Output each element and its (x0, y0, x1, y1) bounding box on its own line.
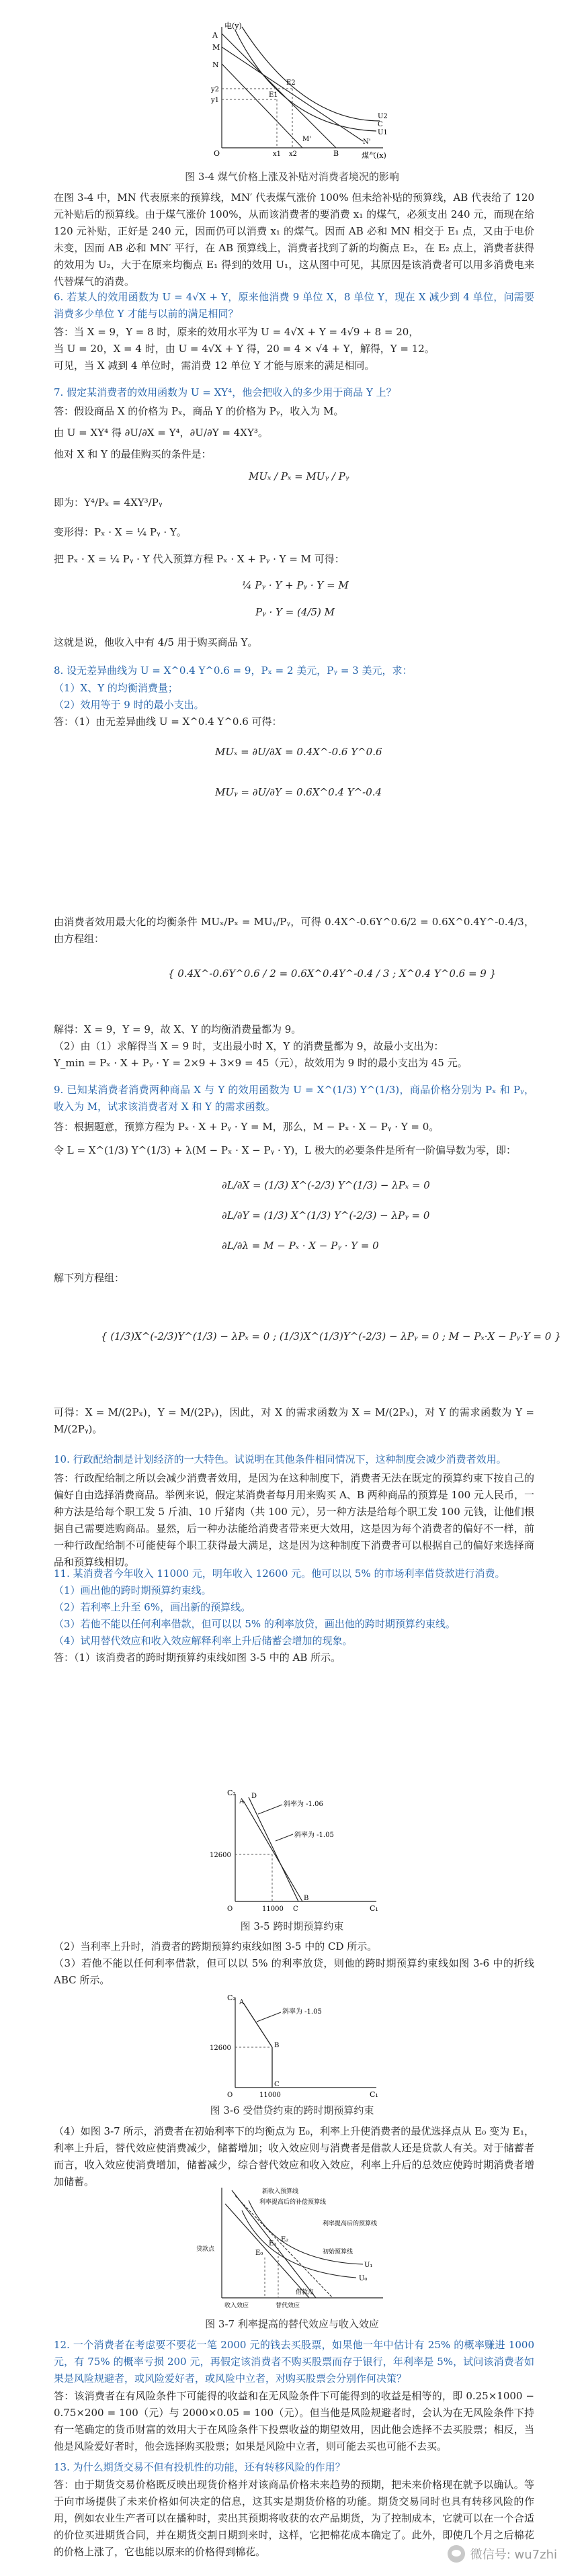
fig35-point-a: A (239, 1798, 245, 1805)
fig34-label-e2: E2 (286, 79, 296, 87)
answer-9-dl-dy: ∂L/∂Y = (1/3) X^(1/3) Y^(-2/3) − λPᵧ = 0 (222, 1209, 430, 1221)
fig34-label-m: M (212, 43, 220, 52)
watermark-text: 微信号: wu7zhi (470, 2548, 557, 2562)
answer-8-line-6: 解得：X = 9，Y = 9，故 X、Y 的均衡消费量都为 9。 (54, 1023, 302, 1035)
fig34-label-u1: U1 (378, 129, 388, 136)
answer-7-equation-2: ¼ Pᵧ · Y + Pᵧ · Y = M (242, 579, 349, 591)
fig35-slope-label-2: 斜率为 -1.05 (294, 1832, 334, 1839)
question-13: 13. 为什么期货交易不但有投机性的功能，还有转移风险的作用？ (54, 2461, 345, 2473)
answer-8-line-4: 由消费者效用最大化的均衡条件 MUₓ/Pₓ = MUᵧ/Pᵧ，可得 0.4X^-0.6Y^0.6/2 = 0.6X^0.4Y^-0.4/3，由方程组： (54, 916, 534, 945)
fig37-label-e1: E₁ (269, 2240, 277, 2247)
fig37-label-u1: U₁ (364, 2262, 373, 2269)
fig34-label-m-prime: M' (302, 136, 311, 143)
question-11: 11. 某消费者今年收入 11000 元，明年收入 12600 元。他可以以 5% 的市场利率借贷款进行消费。 (54, 1568, 505, 1580)
fig34-label-y2: y2 (211, 86, 220, 93)
question-12: 12. 一个消费者在考虑要不要花一笔 2000 元的钱去买股票，如果他一年中估计有 25% 的概率赚进 1000 元，有 75% 的概率亏损 200 元，再假定该消费者不购买股票而存于银行，年利率是 5%，试问该消费者如果是风险规避者，或风险爱好者，或风险中立者，对购买股票会分别作何决策？ (54, 2339, 534, 2385)
answer-6-line-2: 当 U = 20，X = 4 时，由 U = 4√X + Y 得，20 = 4 × √4 + Y，解得，Y = 12。 (54, 343, 435, 355)
answer-8-mux: MUₓ = ∂U/∂X = 0.4X^-0.6 Y^0.6 (215, 746, 382, 758)
answer-7-line-5: 即为：Y⁴/Pₓ = 4XY³/Pᵧ (54, 497, 163, 509)
paragraph-fig34-explanation: 在图 3-4 中，MN 代表原来的预算线，MN′ 代表煤气涨价 100% 但未给补贴的预算线，AB 代表给了 120 元补贴后的预算线。由于煤气涨价 100%，从而该消费者的要消费 x₁ 的煤气，必须支出 240 元，而现在给 120 元补贴，正好是 240 元，因而仍可以消费 x₁ 的煤气。因而 AB 必和 MN 相交于 E₁ 点，又由于电价未变，因而 AB 必和 MN′ 平行，在 AB 预算线上，消费者找到了新的均衡点 E₂，在 E₂ 点上，消费者获得的效用为 U₂，大于在原来均衡点 E₁ 得到的效用 U₁，这从图中可见，其原因是该消费者可以用多消费电来代替煤气的消费。 (54, 191, 534, 288)
question-11-item-3: （3）若他不能以任何利率借款，但可以以 5% 的利率放贷，画出他的跨时期预算约束线。 (54, 1618, 456, 1630)
fig35-point-c: C (293, 1905, 298, 1913)
fig36-point-c: C (274, 2081, 280, 2088)
answer-9-line-1: 答：根据题意，预算方程为 Pₓ · X + Pᵧ · Y = M，那么，M − Pₓ · X − Pᵧ · Y = 0。 (54, 1121, 440, 1133)
fig37-label-new-budget: 新收入预算线 (262, 2188, 299, 2195)
fig35-slope-label-1: 斜率为 -1.06 (284, 1801, 323, 1808)
fig34-label-a: A (212, 31, 218, 40)
figure-3-7-caption: 图 3-7 利率提高的替代效应与收入效应 (205, 2318, 379, 2330)
answer-7-equation-1: MUₓ / Pₓ = MUᵧ / Pᵧ (249, 470, 349, 482)
question-8-item-1: （1）X、Y 的均衡消费量； (54, 682, 178, 694)
fig34-label-n-prime: N' (363, 138, 371, 146)
fig37-label-income-effect: 收入效应 (224, 2303, 249, 2309)
fig36-point-o: O (227, 2092, 233, 2099)
answer-10: 答：行政配给制之所以会减少消费者效用，是因为在这种制度下，消费者无法在既定的预算约束下按自己的偏好自由选择消费商品。举例来说，假定某消费者每月用来购买 A、B 两种商品的预算是 100 元人民币，一种方法是给每个职工发 5 斤油、10 斤猪肉（共 100 元），另一种方法是给每个职工发 100 元钱，让他们根据自己需要选购商品。显然，后一种办法能给消费者带来更大效用，这是因为每个消费者的偏好不一样，前一种行政配给制不可能使每个职工获得最大满足，这是因为这种制度下消费者可以根据自己的偏好来选择商品和预算线相切。 (54, 1472, 534, 1568)
answer-8-muy: MUᵧ = ∂U/∂Y = 0.6X^0.4 Y^-0.4 (215, 786, 382, 798)
fig34-label-x2: x2 (289, 151, 298, 158)
fig35-x-axis: C₁ (370, 1904, 378, 1913)
fig36-slope-label: 斜率为 -1.05 (282, 2008, 322, 2016)
fig35-point-d: D (251, 1793, 257, 1800)
fig34-label-o: O (214, 149, 220, 158)
fig36-point-b: B (274, 2042, 280, 2049)
wechat-watermark (448, 2545, 557, 2563)
answer-7-equation-3: Pᵧ · Y = (4/5) M (255, 606, 335, 618)
question-9: 9. 已知某消费者消费两种商品 X 与 Y 的效用函数为 U = X^(1/3) Y^(1/3)，商品价格分别为 Pₓ 和 Pᵧ，收入为 M，试求该消费者对 X 和 Y 的需求函数。 (54, 1084, 534, 1113)
fig37-label-compensated: 利率提高后的补偿预算线 (259, 2199, 327, 2206)
answer-8-line-7: （2）由（1）求解得当 X = 9 时，支出最小时 X，Y 的消费量都为 9，故最小支出为： (54, 1040, 444, 1052)
answer-11-part-1: 答：（1）该消费者的跨时期预算约束线如图 3-5 中的 AB 所示。 (54, 1651, 341, 1664)
answer-8-line-8: Y_min = Pₓ · X + Pᵧ · Y = 2×9 + 3×9 = 45（元），故效用为 9 时的最小支出为 45 元。 (54, 1057, 468, 1069)
question-7: 7. 假定某消费者的效用函数为 U = XY⁴，他会把收入的多少用于商品 Y 上？ (54, 386, 397, 398)
fig34-y-axis: 电(y) (224, 22, 242, 30)
fig35-tick-x: 11000 (262, 1905, 284, 1913)
fig37-label-e2: E₂ (281, 2236, 289, 2243)
answer-7-conclusion: 这就是说，他收入中有 4/5 用于购买商品 Y。 (54, 636, 258, 648)
answer-7-line-2: 由 U = XY⁴ 得 ∂U/∂X = Y⁴，∂U/∂Y = 4XY³。 (54, 427, 268, 439)
answer-9-dl-dx: ∂L/∂X = (1/3) X^(-2/3) Y^(1/3) − λPₓ = 0 (222, 1179, 430, 1191)
fig34-label-x1: x1 (273, 151, 282, 158)
answer-9-line-2: 令 L = X^(1/3) Y^(1/3) + λ(M − Pₓ · X − Pᵧ · Y)，L 极大的必要条件是所有一阶偏导数为零，即： (54, 1144, 517, 1156)
figure-3-6-caption: 图 3-6 受借贷约束的跨时期预算约束 (210, 2104, 374, 2116)
wechat-icon (448, 2545, 465, 2563)
answer-11-part-2: （2）当利率上升时，消费者的跨期预算约束线如图 3-5 中的 CD 所示。 (54, 1940, 378, 1952)
fig36-tick-x: 11000 (259, 2092, 281, 2099)
fig37-label-u0: U₀ (359, 2275, 368, 2282)
question-11-item-4: （4）试用替代效应和收入效应解释利率上升后储蓄会增加的现象。 (54, 1635, 353, 1647)
figure-3-7 (195, 2184, 390, 2311)
fig37-label-lend: 贷款点 (196, 2246, 215, 2253)
answer-11-part-4: （4）如图 3-7 所示，消费者在初始利率下的均衡点为 E₀，利率上升使消费者的最优选择点从 E₀ 变为 E₁，利率上升后，替代效应使消费减少，储蓄增加；收入效应则与消费者是借款人还是贷款人有关。对于储蓄者而言，收入效应使消费增加，储蓄减少，综合替代效应和收入效应，利率上升后的总效应使跨时期消费者增加储蓄。 (54, 2125, 534, 2188)
fig36-tick-y: 12600 (210, 2045, 231, 2052)
question-6: 6. 若某人的效用函数为 U = 4√X + Y，原来他消费 9 单位 X，8 单位 Y，现在 X 减少到 4 单位，问需要消费多少单位 Y 才能与以前的满足相同？ (54, 291, 534, 320)
answer-6-line-1: 答：当 X = 9，Y = 8 时，原来的效用水平为 U = 4√X + Y = 4√9 + 8 = 20， (54, 326, 419, 338)
figure-3-5-caption: 图 3-5 跨时期预算约束 (240, 1920, 344, 1932)
fig34-label-y1: y1 (211, 97, 220, 104)
answer-9-result: 可得：X = M/(2Pₓ)，Y = M/(2Pᵧ)，因此，对 X 的需求函数为 X = M/(2Pₓ)，对 Y 的需求函数为 Y = M/(2Pᵧ)。 (54, 1406, 534, 1435)
figure-3-4 (202, 20, 390, 165)
fig35-point-o: O (227, 1905, 233, 1913)
question-11-item-2: （2）若利率上升至 6%，画出新的预算线。 (54, 1601, 251, 1613)
fig34-label-n: N (212, 60, 219, 69)
answer-7-line-1: 答：假设商品 X 的价格为 Pₓ，商品 Y 的价格为 Pᵧ，收入为 M。 (54, 405, 344, 417)
fig37-label-initial: 初始预算线 (323, 2249, 353, 2256)
answer-8-system: { 0.4X^-0.6Y^0.6 / 2 = 0.6X^0.4Y^-0.4 / 3 ; X^0.4 Y^0.6 = 9 } (168, 968, 497, 980)
fig35-tick-y: 12600 (210, 1852, 231, 1859)
answer-11-part-3: （3）若他不能以任何利率借款，但可以以 5% 的利率放贷，则他的跨时期预算约束线如图 3-6 中的折线 ABC 所示。 (54, 1957, 534, 1986)
answer-13: 答：由于期货交易价格既反映出现货价格并对该商品价格未来趋势的预期，把未来价格现在就予以确认。等于向市场提供了未来价格如何决定的信息，这其实是期货价格的功能。期货交易同时也具有转移风险的作用，例如农业生产者可以在播种时，卖出其预期将收获的农产品期货，为了控制成本，它就可以在一个合适的价位买进期货合同，并在期货交割日期到来时，这样，它把棉花成本确定了。此外，即使几个月之后棉花的价格上涨了，它也能以原来的价格得到棉花。 (54, 2479, 534, 2558)
answer-12: 答：该消费者在有风险条件下可能得的收益和在无风险条件下可能得到的收益是相等的，即 0.25×1000 − 0.75×200 = 100（元）与 2000×0.05 = 100（元）。但当他是风险规避者时，会认为在无风险条件下持有一笔确定的货币财富的效用大于在风险条件下投票收益的期望效用，因此他会选择不去买股票；相反，当他是风险爱好者时，他会选择购买股票；如果是风险中立者，则可能去买也可能不去买。 (54, 2390, 534, 2452)
question-11-item-1: （1）画出他的跨时期预算约束线。 (54, 1584, 212, 1596)
fig34-label-c: C (378, 121, 383, 128)
question-8-item-2: （2）效用等于 9 时的最小支出。 (54, 699, 204, 711)
answer-9-system: { (1/3)X^(-2/3)Y^(1/3) − λPₓ = 0 ; (1/3)X^(1/3)Y^(-2/3) − λPᵧ = 0 ; M − Pₓ·X − Pᵧ·Y = 0 } (101, 1330, 561, 1342)
answer-9-dl-dlambda: ∂L/∂λ = M − Pₓ · X − Pᵧ · Y = 0 (222, 1240, 379, 1252)
answer-7-line-7: 把 Pₓ · X = ¼ Pᵧ · Y 代入预算方程 Pₓ · X + Pᵧ · Y = M 可得： (54, 553, 345, 565)
figure-3-4-caption: 图 3-4 煤气价格上涨及补贴对消费者境况的影响 (185, 171, 399, 183)
answer-7-line-3: 他对 X 和 Y 的最佳购买的条件是： (54, 448, 212, 460)
figure-3-6 (208, 1992, 383, 2100)
fig35-point-b: B (304, 1895, 309, 1902)
fig34-label-u2: U2 (378, 113, 388, 120)
figure-3-5 (208, 1787, 383, 1915)
fig36-y-axis: C₂ (227, 1993, 236, 2002)
fig35-y-axis: C₂ (227, 1789, 236, 1797)
fig36-x-axis: C₁ (370, 2090, 378, 2099)
fig36-point-a: A (239, 1999, 245, 2006)
question-8: 8. 设无差异曲线为 U = X^0.4 Y^0.6 = 9，Pₓ = 2 美元，Pᵧ = 3 美元，求： (54, 664, 413, 677)
fig34-x-axis: 煤气(x) (362, 151, 386, 160)
fig37-label-substitution-effect: 替代效应 (276, 2303, 300, 2309)
answer-8-line-1: 答：（1）由无差异曲线 U = X^0.4 Y^0.6 可得： (54, 716, 282, 728)
fig37-label-borrow: 借款点 (296, 2289, 315, 2296)
answer-9-line-6: 解下列方程组： (54, 1272, 125, 1284)
fig34-label-e1: E1 (269, 91, 278, 99)
answer-7-line-6: 变形得：Pₓ · X = ¼ Pᵧ · Y。 (54, 526, 187, 538)
answer-6-line-3: 可见，当 X 减到 4 单位时，需消费 12 单位 Y 才能与原来的满足相同。 (54, 359, 375, 372)
fig37-label-new-line: 利率提高后的预算线 (323, 2221, 378, 2227)
fig34-label-b: B (333, 149, 339, 158)
fig37-label-e0: E₀ (255, 2249, 263, 2257)
question-10: 10. 行政配给制是计划经济的一大特色。试说明在其他条件相同情况下，这种制度会减少消费者效用。 (54, 1453, 507, 1465)
